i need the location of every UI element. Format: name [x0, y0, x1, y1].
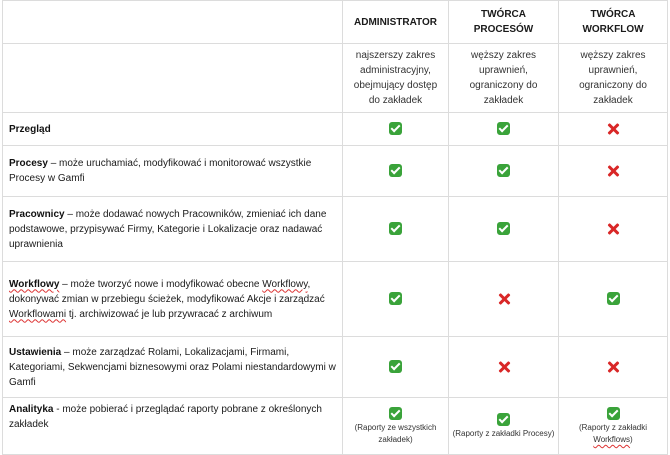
row-text-e: tj. archiwizować je lub przywracać z archiwum: [66, 308, 273, 320]
check-icon: [497, 413, 510, 426]
check-icon: [607, 407, 620, 420]
row-label: [3, 398, 343, 455]
row-name: Workflowy: [9, 278, 60, 290]
row-text-a: – może tworzyć nowe i modyfikować obecne: [59, 278, 263, 290]
col-desc-process-creator: węższy zakres uprawnień, ograniczony do zakładek: [449, 44, 559, 113]
row-name: Ustawienia: [9, 346, 62, 358]
check-icon: [389, 122, 402, 135]
col-header-process-creator: TWÓRCA PROCESÓW: [449, 1, 559, 44]
row-label: [3, 197, 343, 262]
row-name: Pracownicy: [9, 208, 65, 220]
check-icon: [389, 407, 402, 420]
row-text: – może uruchamiać, modyfikować i monitorować wszystkie Procesy w Gamfi: [9, 158, 312, 184]
check-icon: [497, 222, 510, 235]
cross-icon: [497, 292, 511, 306]
row-name: Analityka: [9, 404, 54, 415]
col-desc-administrator: najszerszy zakres administracyjny, obejmujący dostęp do zakładek: [343, 44, 449, 113]
row-text-b: Workflowy: [262, 278, 308, 290]
permissions-table: [2, 0, 668, 455]
cross-icon: [606, 122, 620, 136]
table-row: [3, 197, 668, 262]
col-header-administrator: ADMINISTRATOR: [343, 1, 449, 44]
corner-cell-2: [3, 44, 343, 113]
cell-note: (Raporty z zakładki Workflows): [578, 423, 648, 444]
check-icon: [389, 164, 402, 177]
row-text-c: , dokonywać zmian w przebiegu ścieżek, modyfikować Akcje i zarządzać: [9, 278, 325, 305]
table-row: [3, 146, 668, 197]
row-text-d: Workflowami: [9, 308, 67, 320]
cross-icon: [606, 222, 620, 236]
row-label: [3, 337, 343, 398]
row-name: Przegląd: [9, 123, 51, 135]
cross-icon: [497, 360, 511, 374]
check-icon: [497, 122, 510, 135]
check-icon: [497, 164, 510, 177]
row-text: - może pobierać i przeglądać raporty pobrane z określonych zakładek: [9, 404, 322, 430]
check-icon: [389, 360, 402, 373]
table-row: [3, 262, 668, 337]
cell-note: (Raporty ze wszystkich zakładek): [354, 423, 437, 444]
description-row: [3, 44, 668, 113]
table-row: [3, 113, 668, 146]
col-desc-workflow-creator: węższy zakres uprawnień, ograniczony do zakładek: [559, 44, 668, 113]
table-row: [3, 398, 668, 455]
check-icon: [389, 222, 402, 235]
row-label: [3, 113, 343, 146]
row-label: [3, 146, 343, 197]
check-icon: [607, 292, 620, 305]
corner-cell: [3, 1, 343, 44]
check-icon: [389, 292, 402, 305]
table-row: [3, 337, 668, 398]
header-row: [3, 1, 668, 44]
cell-note: (Raporty z zakładki Procesy): [452, 429, 555, 438]
row-text: – może dodawać nowych Pracowników, zmieniać ich dane podstawowe, przypisywać Firmy, Kategorie i Lokalizacje oraz nadawać uprawnienia: [9, 208, 327, 250]
row-text: – może zarządzać Rolami, Lokalizacjami, Firmami, Kategoriami, Sekwencjami biznesowymi oraz Polami niestandardowymi w Gamfi: [9, 346, 336, 388]
cross-icon: [606, 164, 620, 178]
cross-icon: [606, 360, 620, 374]
row-name: Procesy: [9, 158, 48, 169]
row-label: [3, 262, 343, 337]
col-header-workflow-creator: TWÓRCA WORKFLOW: [559, 1, 668, 44]
